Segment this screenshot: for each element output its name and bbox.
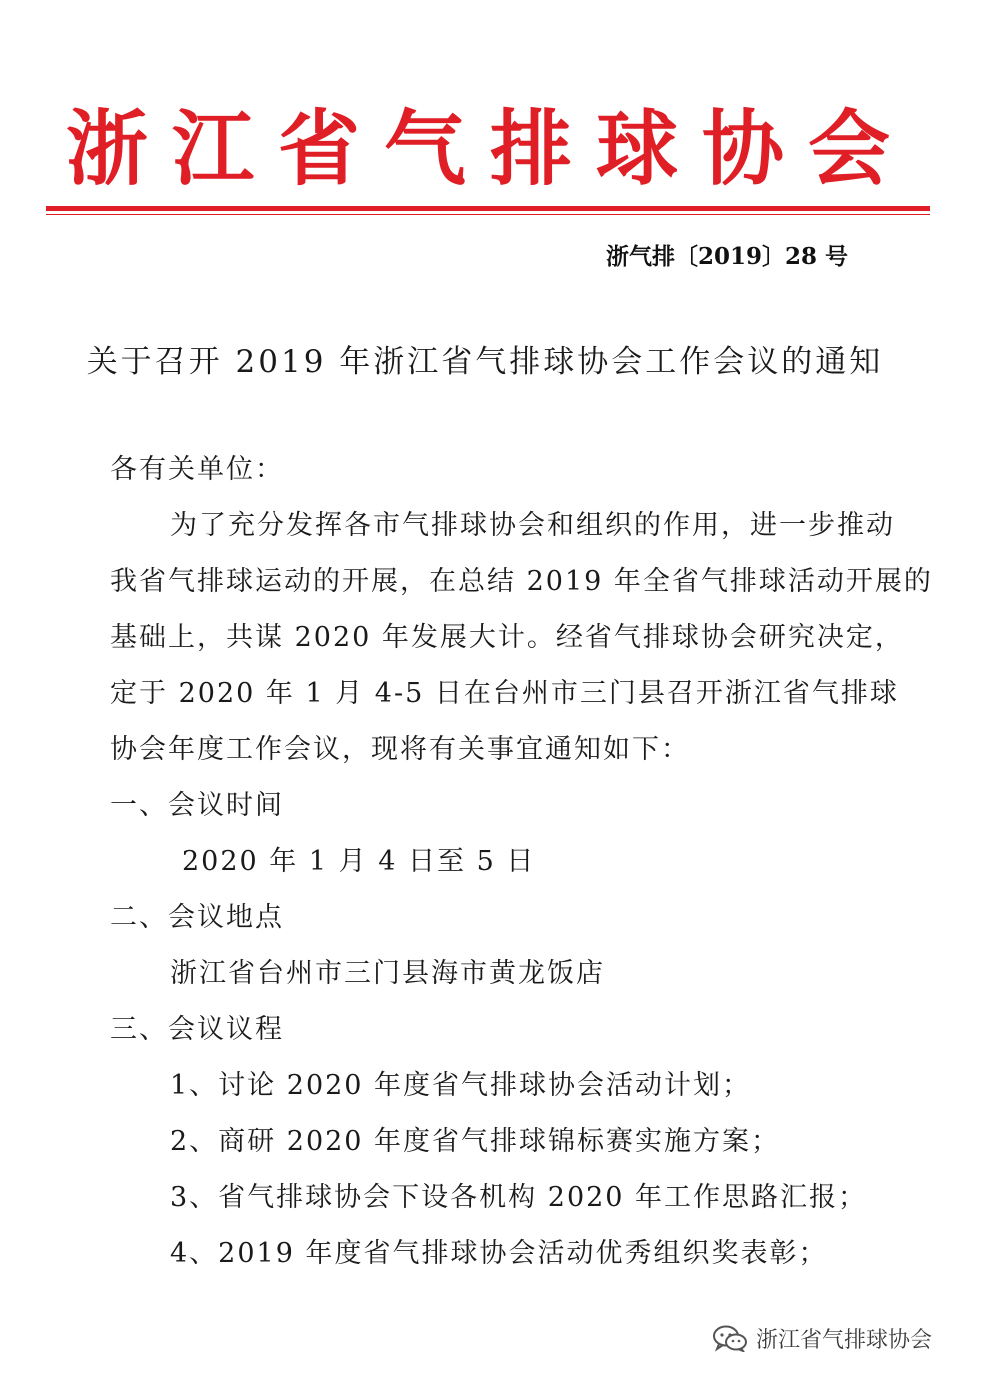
section-content-time: 2020 年 1 月 4 日至 5 日 <box>182 846 536 877</box>
agenda-item: 3、省气排球协会下设各机构 2020 年工作思路汇报； <box>170 1182 868 1213</box>
header-divider-thin <box>46 214 930 215</box>
intro-line: 定于 2020 年 1 月 4-5 日在台州市三门县召开浙江省气排球 <box>110 678 899 709</box>
section-heading-location: 二、会议地点 <box>110 902 284 933</box>
intro-line: 协会年度工作会议，现将有关事宜通知如下： <box>110 734 690 765</box>
agenda-item: 1、讨论 2020 年度省气排球协会活动计划； <box>170 1070 752 1101</box>
wechat-watermark <box>712 1318 932 1358</box>
section-heading-agenda: 三、会议议程 <box>110 1014 284 1045</box>
document-title: 关于召开 2019 年浙江省气排球协会工作会议的通知 <box>86 344 884 380</box>
intro-line: 我省气排球运动的开展，在总结 2019 年全省气排球活动开展的 <box>110 566 933 597</box>
salutation: 各有关单位： <box>110 454 284 485</box>
wechat-icon <box>712 1324 748 1352</box>
agenda-item: 2、商研 2020 年度省气排球锦标赛实施方案； <box>170 1126 781 1157</box>
section-content-location: 浙江省台州市三门县海市黄龙饭店 <box>170 958 605 989</box>
watermark-text: 浙江省气排球协会 <box>756 1327 933 1353</box>
intro-line: 基础上，共谋 2020 年发展大计。经省气排球协会研究决定， <box>110 622 904 653</box>
intro-line: 为了充分发挥各市气排球协会和组织的作用，进一步推动 <box>170 510 895 541</box>
section-heading-time: 一、会议时间 <box>110 790 284 821</box>
header-divider <box>46 206 930 211</box>
agenda-item: 4、2019 年度省气排球协会活动优秀组织奖表彰； <box>170 1238 828 1269</box>
document-number: 浙气排〔2019〕28 号 <box>605 243 848 270</box>
org-header-title: 浙江省气排球协会 <box>65 102 914 197</box>
